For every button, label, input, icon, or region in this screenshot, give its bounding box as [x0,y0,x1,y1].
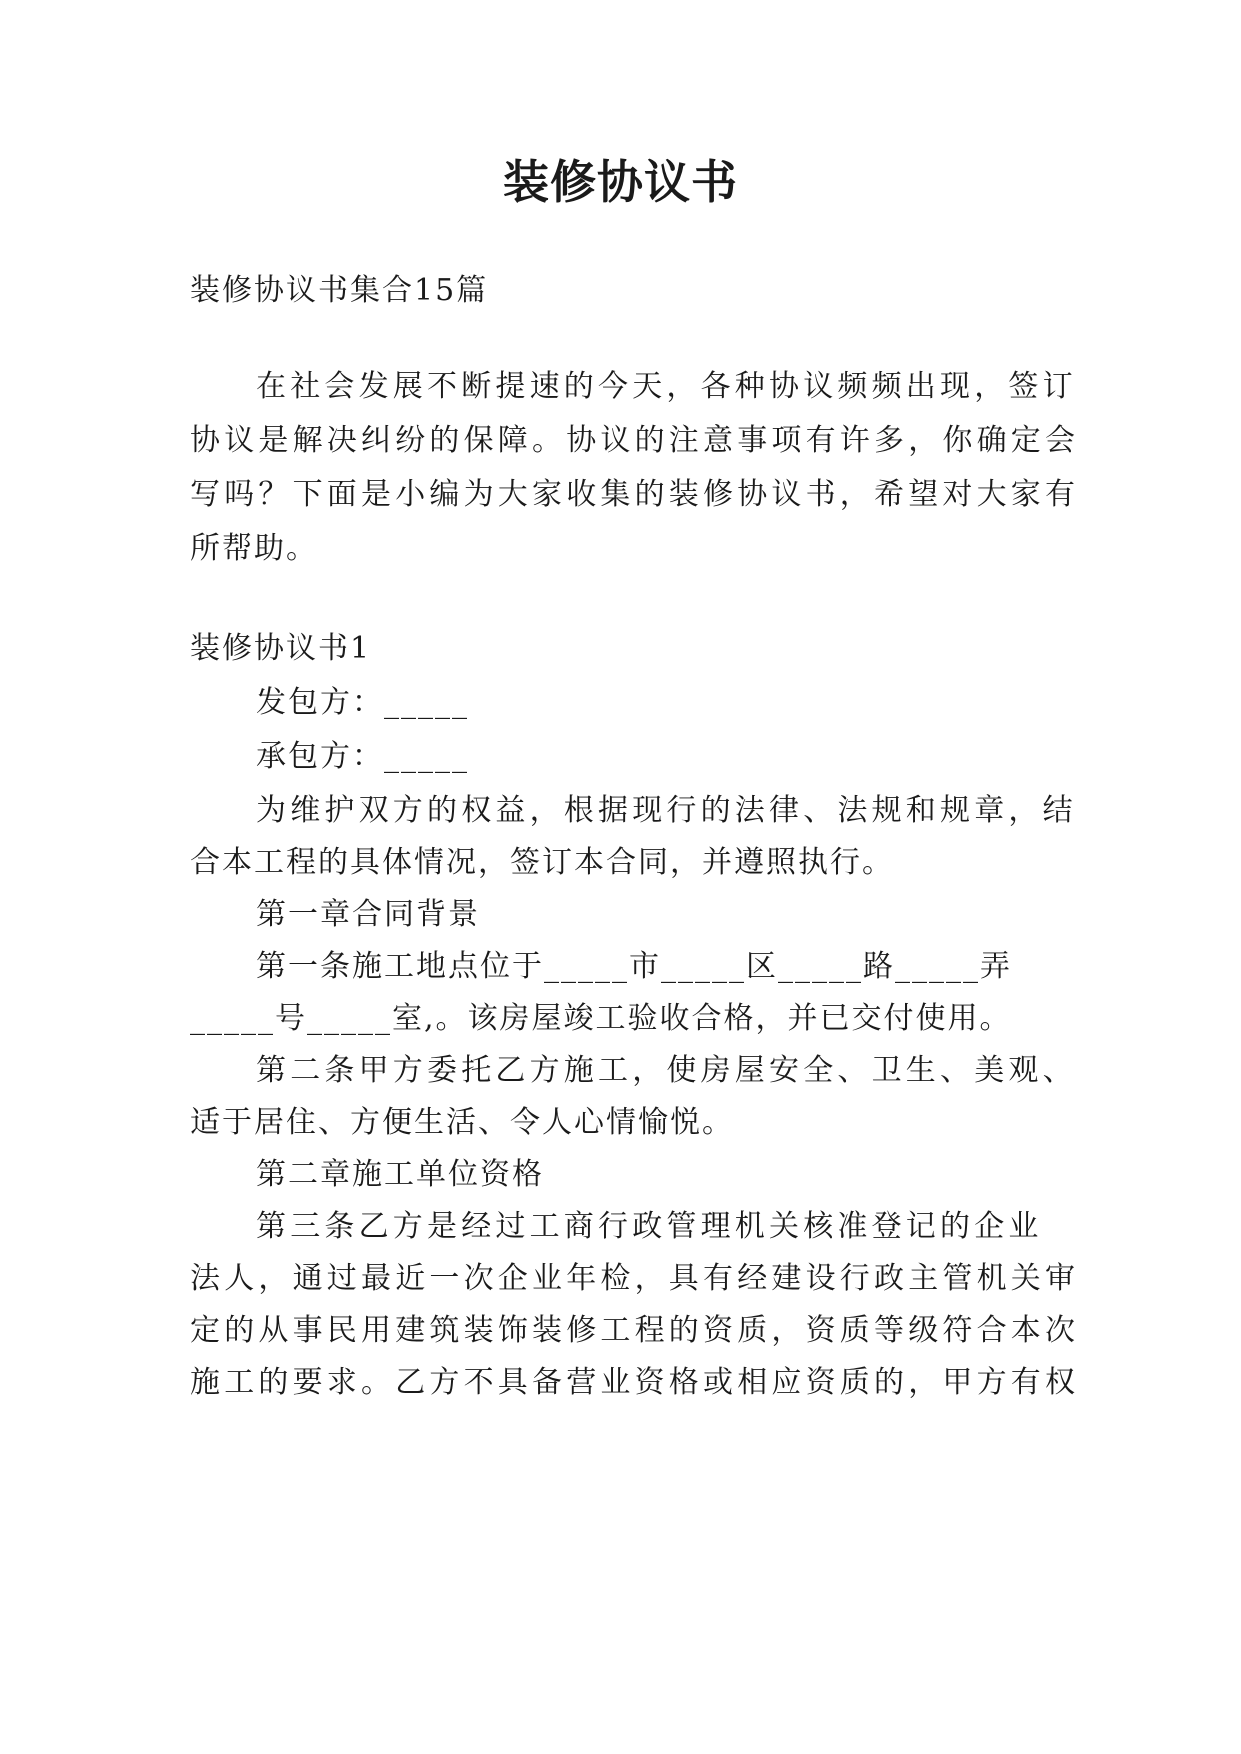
intro-line-4: 所帮助。 [190,531,318,566]
chapter-1-heading: 第一章合同背景 [256,897,480,932]
intro-line-1: 在社会发展不断提速的今天，各种协议频频出现，签订 [256,369,1077,404]
article-1-line-1: 第一条施工地点位于_____市_____区_____路_____弄 [256,949,1012,984]
article-3-line-3: 定的从事民用建筑装饰装修工程的资质，资质等级符合本次 [190,1313,1080,1348]
document-subtitle: 装修协议书集合15篇 [190,273,489,308]
intro-line-2: 协议是解决纠纷的保障。协议的注意事项有许多，你确定会 [190,423,1080,458]
intro-line-3: 写吗？下面是小编为大家收集的装修协议书，希望对大家有 [190,477,1080,512]
document-title: 装修协议书 [503,155,738,209]
section-heading: 装修协议书1 [190,631,372,666]
chapter-2-heading: 第二章施工单位资格 [256,1157,544,1192]
article-2-line-1: 第二条甲方委托乙方施工，使房屋安全、卫生、美观、 [256,1053,1077,1088]
party-a-line: 发包方：_____ [256,685,469,720]
article-3-line-4: 施工的要求。乙方不具备营业资格或相应资质的，甲方有权 [190,1365,1080,1400]
article-2-line-2: 适于居住、方便生活、令人心情愉悦。 [190,1105,734,1140]
article-3-line-1: 第三条乙方是经过工商行政管理机关核准登记的企业 [256,1209,1043,1244]
article-3-line-2: 法人，通过最近一次企业年检，具有经建设行政主管机关审 [190,1261,1080,1296]
article-1-line-2: _____号_____室,。该房屋竣工验收合格，并已交付使用。 [190,1001,1012,1036]
party-b-line: 承包方：_____ [256,739,469,774]
preamble-line-2: 合本工程的具体情况，签订本合同，并遵照执行。 [190,845,894,880]
preamble-line-1: 为维护双方的权益，根据现行的法律、法规和规章，结 [256,793,1077,828]
